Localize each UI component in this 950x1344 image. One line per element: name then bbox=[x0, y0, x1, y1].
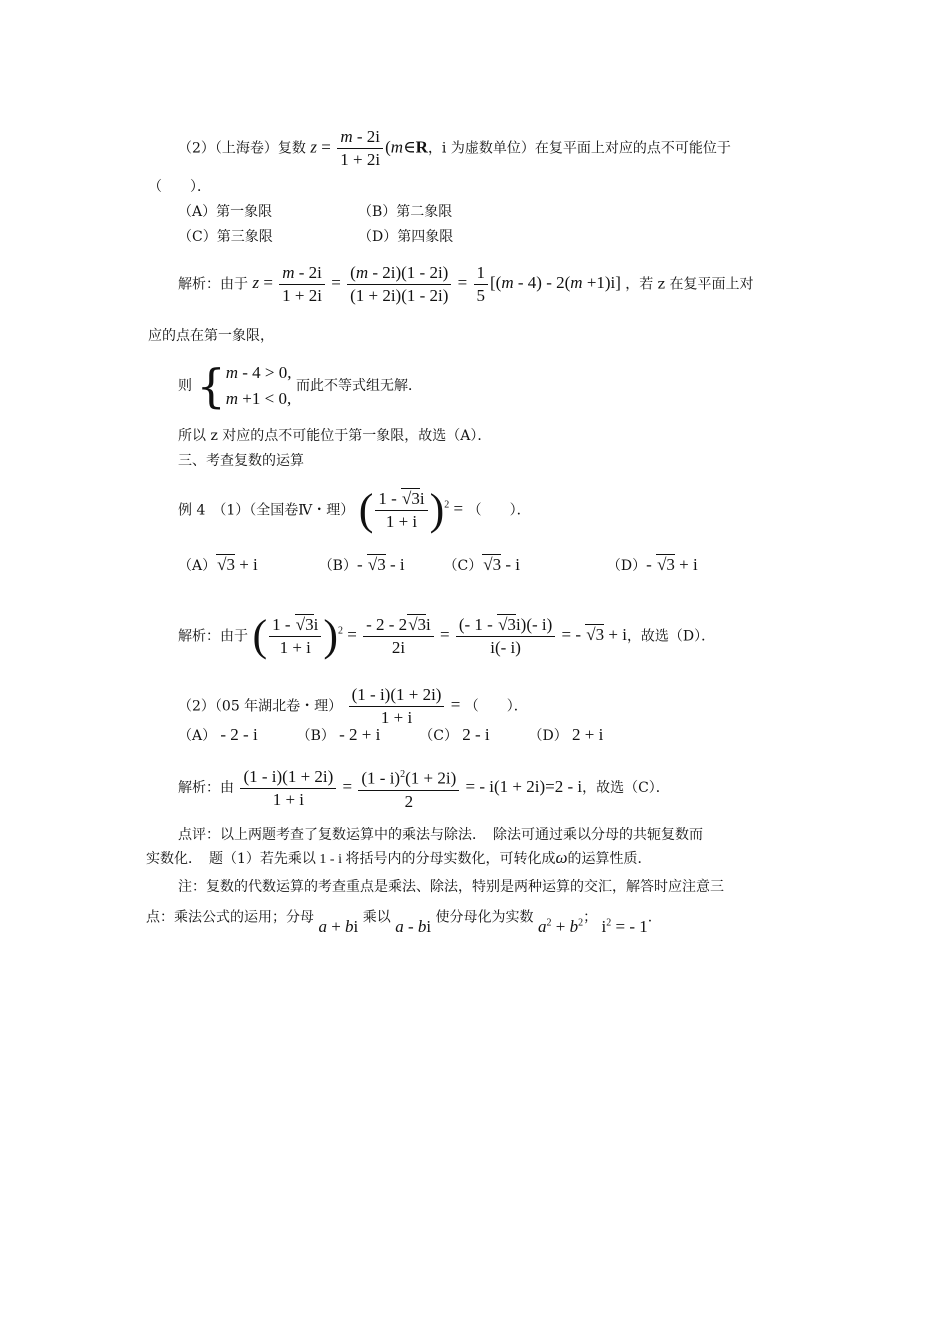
math-omega: ω bbox=[555, 848, 568, 867]
comment-l2c: 的运算性质． bbox=[567, 851, 652, 867]
sol2-conclusion: 所以 z 对应的点不可能位于第一象限，故选（A）． bbox=[178, 428, 492, 444]
q42-options bbox=[178, 726, 603, 745]
math-a-minus-bi: a - bi bbox=[395, 916, 432, 936]
ex4-option-a: （A） bbox=[178, 558, 217, 574]
math-expression: ( $\frac{1 - √3i}{1 + i}$ )$^2$ = $\frac{- 2 - 2√3i}{2i}$ = $\frac{(- 1 - √3i)(- i)}{i(- i)}$ = - √3 + i bbox=[252, 611, 627, 661]
note-l2c: 使分母化为实数 bbox=[435, 909, 534, 926]
brace-icon: { bbox=[196, 359, 226, 413]
q42-option-d: （D） bbox=[528, 728, 568, 744]
math-option-a: - 2 - i bbox=[216, 725, 258, 744]
sol42-line bbox=[178, 764, 670, 813]
note-line1: 注：复数的代数运算的考查重点是乘法、除法，特别是两种运算的交汇，解答时应注意三 bbox=[178, 879, 724, 895]
sol2-line bbox=[178, 262, 753, 307]
comment-line1: 点评：以上两题考查了复数运算中的乘法与除法． 除法可通过乘以分母的共轭复数而 bbox=[178, 827, 703, 843]
note-l2a: 点：乘法公式的运用；分母 bbox=[146, 909, 314, 926]
sol2-system-line bbox=[178, 360, 422, 412]
ex4-option-c: （C） bbox=[443, 558, 483, 574]
q2-paren: （ ）． bbox=[148, 179, 211, 195]
math-a-plus-bi: a + bi bbox=[318, 916, 359, 936]
ex4-line bbox=[178, 485, 531, 535]
q42-label: （2）（05 年湖北卷・理） bbox=[178, 698, 343, 715]
note-l2b: 乘以 bbox=[362, 909, 391, 926]
math-option-d: - √3 + i bbox=[646, 555, 698, 574]
math-option-a: √3 + i bbox=[217, 555, 258, 574]
math-expression: z = $\frac{m - 2i}{1 + 2i}$ = $\frac{(m - 2i)(1 - 2i)}{(1 + 2i)(1 - 2i)}$ = $\frac{1}{5}$ [(m - 4) - 2(m +1)i] bbox=[252, 263, 626, 305]
sol42-lead: 解析：由 bbox=[178, 780, 234, 797]
q2-option-c: （C）第三象限 bbox=[178, 229, 273, 245]
q42-option-a: （A） bbox=[178, 728, 217, 744]
q42-option-b: （B） bbox=[296, 728, 335, 744]
q2-label: （2）（上海卷）复数 bbox=[178, 140, 306, 157]
math-option-d: 2 + i bbox=[567, 725, 604, 744]
math-z: z bbox=[310, 137, 317, 157]
math-eq: = bbox=[317, 137, 331, 157]
q42-paren: （ ）． bbox=[464, 698, 528, 715]
math-option-b: - 2 + i bbox=[334, 725, 381, 744]
sol2-line2: 应的点在第一象限， bbox=[148, 328, 274, 344]
math-system: m - 4 > 0, m +1 < 0, bbox=[225, 363, 292, 408]
q2-option-b: （B）第二象限 bbox=[358, 204, 453, 220]
q42-option-c: （C） bbox=[419, 728, 458, 744]
comment-l2b: 将括号内的分母实数化，可转化成 bbox=[345, 851, 556, 867]
q2-option-a: （A）第一象限 bbox=[178, 204, 273, 220]
q2-line bbox=[178, 126, 731, 171]
ex4-option-d: （D） bbox=[606, 558, 647, 574]
sol42-tail: ，故选（C）． bbox=[582, 780, 670, 797]
math-i-squared: $i^2$ = - 1 bbox=[601, 916, 648, 936]
math-expression: $\frac{(1 - i)(1 + 2i)}{1 + i}$ = bbox=[347, 695, 461, 714]
math-expression: ( $\frac{1 - √3i}{1 + i}$ )$^2$ = bbox=[358, 485, 464, 535]
sol4-lead: 解析：由于 bbox=[178, 628, 248, 645]
math-one-minus-i: 1 - i bbox=[315, 852, 346, 867]
math-a2-b2: $a^2 + b^2$ bbox=[538, 916, 584, 936]
q42-line bbox=[178, 684, 528, 729]
note-period: . bbox=[647, 909, 653, 926]
sol4-line bbox=[178, 611, 716, 661]
comment-l2a: 实数化． 题（1）若先乘以 bbox=[146, 851, 316, 867]
comment-line2 bbox=[146, 849, 652, 869]
sol2-tail: ，若 z 在复平面上对 bbox=[625, 276, 754, 293]
ex4-paren: （ ）． bbox=[467, 502, 531, 519]
math-option-c: √3 - i bbox=[483, 555, 520, 574]
sol4-tail: ，故选（D）． bbox=[626, 628, 716, 645]
math-cond: (m∈R bbox=[385, 137, 428, 157]
math-option-b: - √3 - i bbox=[356, 555, 405, 574]
sol2-then: 则 bbox=[178, 378, 192, 394]
ex4-label: 例 4 （1）（全国卷Ⅳ・理） bbox=[178, 502, 355, 519]
math-option-c: 2 - i bbox=[457, 725, 490, 744]
math-expression: $\frac{(1 - i)(1 + 2i)}{1 + i}$ = $\frac{(1 - i)^2(1 + 2i)}{2}$ = - i(1 + 2i)=2 - i bbox=[238, 777, 582, 796]
q2-tail: ，i 为虚数单位）在复平面上对应的点不可能位于 bbox=[427, 140, 731, 157]
sol2-then-tail: 而此不等式组无解． bbox=[295, 378, 422, 394]
ex4-option-b: （B） bbox=[318, 558, 357, 574]
q2-option-d: （D）第四象限 bbox=[358, 229, 454, 245]
note-line2 bbox=[146, 904, 653, 936]
math-fraction: $\frac{m - 2i}{1 + 2i}$ bbox=[337, 126, 383, 171]
section-heading: 三、考查复数的运算 bbox=[178, 453, 304, 469]
note-l2d: ； bbox=[583, 909, 598, 926]
sol2-lead: 解析：由于 bbox=[178, 276, 248, 293]
ex4-options bbox=[178, 556, 698, 575]
